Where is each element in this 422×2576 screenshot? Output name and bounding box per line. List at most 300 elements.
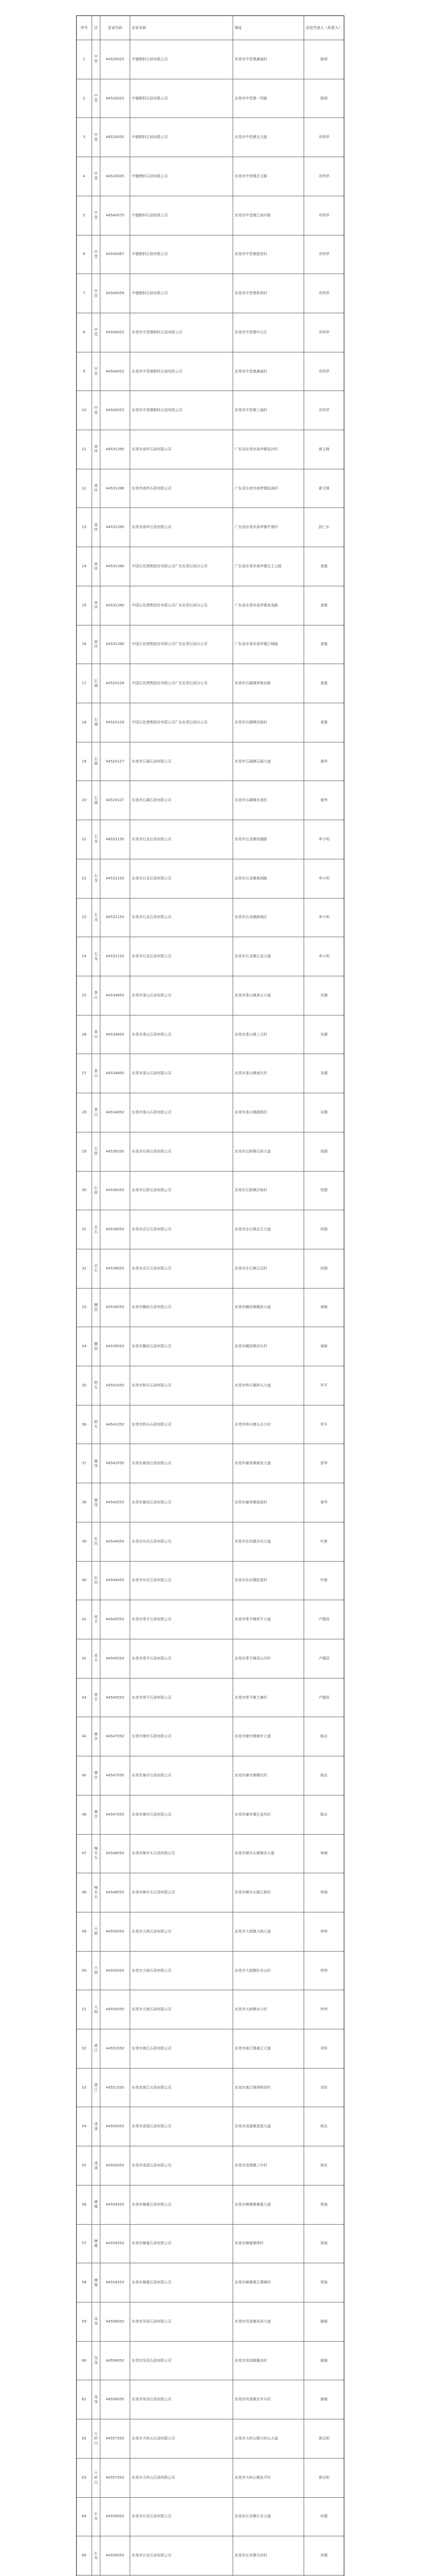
col-district: 凤岗 — [92, 2342, 100, 2380]
header-col-district: 区 — [92, 16, 100, 40]
col-company: 东莞市清溪石油有限公司 — [130, 2107, 233, 2146]
col-code: 44550050 — [100, 1952, 130, 1990]
col-code: 44540052 — [100, 313, 130, 352]
col-index: 28 — [77, 1093, 92, 1132]
col-address: 东莞市清溪镇三中村 — [233, 2146, 304, 2185]
col-address: 东莞市寮步镇石龙坑村 — [233, 1795, 304, 1834]
col-district: 石碣 — [92, 781, 100, 820]
col-district: 大朗 — [92, 1952, 100, 1990]
col-address: 东莞市长安镇乌沙村 — [233, 2536, 304, 2575]
col-district: 高埗 — [92, 547, 100, 586]
col-representative: 李小明 — [319, 837, 329, 841]
col-code: 44542550 — [100, 1483, 130, 1522]
col-representative: 陈志 — [320, 1734, 328, 1739]
col-district: 黄江 — [92, 2029, 100, 2068]
col-representative: 陈明 — [320, 57, 328, 61]
col-code: 44536550 — [100, 1172, 130, 1210]
col-index: 15 — [77, 586, 92, 625]
col-company: 东莞市长安石油有限公司 — [130, 2498, 233, 2536]
col-index: 36 — [77, 1405, 92, 1444]
col-district: 黄江 — [92, 2069, 100, 2107]
table-row — [77, 1951, 344, 1990]
col-company: 中德燃料石油有限公司 — [130, 196, 233, 235]
col-code: 44534850 — [100, 976, 130, 1015]
col-representative: 莫雅 — [320, 720, 328, 724]
col-representative: 吴德 — [320, 993, 328, 997]
col-index: 62 — [77, 2419, 92, 2458]
table-row — [77, 781, 344, 820]
col-code: 44545550 — [100, 1600, 130, 1639]
col-index: 47 — [77, 1835, 92, 1873]
col-code: 44531390 — [100, 586, 130, 625]
col-district: 石排 — [92, 1132, 100, 1171]
col-address: 东莞市茶山镇南社村 — [233, 1054, 304, 1093]
col-representative: 邓伟华 — [319, 330, 329, 334]
col-district: 石龙 — [92, 859, 100, 898]
col-address: 广东省东莞市高埗镇北王公路 — [233, 547, 304, 586]
col-index: 49 — [77, 1912, 92, 1951]
col-district: 横沥 — [92, 1289, 100, 1327]
table-row — [77, 1054, 344, 1093]
col-code: 44545550 — [100, 1639, 130, 1678]
col-representative: 周建 — [320, 1149, 328, 1154]
col-representative: 刘军 — [320, 2046, 328, 2050]
col-district: 高埗 — [92, 430, 100, 469]
col-address: 东莞市横沥镇横沥大道 — [233, 1289, 304, 1327]
col-company: 东莞市清溪石油有限公司 — [130, 2146, 233, 2185]
col-code: 44547050 — [100, 1795, 130, 1834]
col-company: 东莞市东坑石油有限公司 — [130, 1522, 233, 1561]
col-representative: 莫雅 — [320, 642, 328, 647]
col-index: 65 — [77, 2536, 92, 2575]
col-district: 东坑 — [92, 1562, 100, 1600]
col-code: 44534850 — [100, 1015, 130, 1054]
header-col-index: 序号 — [77, 16, 92, 40]
col-company: 东莞市横沥石油有限公司 — [130, 1327, 233, 1366]
col-code: 44554550 — [100, 2225, 130, 2263]
col-company: 东莞市大朗石油有限公司 — [130, 1990, 233, 2029]
col-representative: 黄文锋 — [319, 486, 329, 490]
col-representative: 李小明 — [319, 876, 329, 880]
col-index: 12 — [77, 469, 92, 508]
col-district: 中堂 — [92, 79, 100, 118]
table-row — [77, 1639, 344, 1678]
table-row — [77, 1561, 344, 1600]
col-address: 广东省东莞市高埗镇芦溪村 — [233, 508, 304, 547]
col-code: 44551550 — [100, 2069, 130, 2107]
col-index: 52 — [77, 2029, 92, 2068]
col-code: 44531390 — [100, 625, 130, 664]
table-row — [77, 1015, 344, 1054]
table-row — [77, 1990, 344, 2029]
col-code: 44520025 — [100, 40, 130, 79]
col-representative: 李小明 — [319, 915, 329, 920]
col-code: 44532150 — [100, 899, 130, 937]
col-index: 59 — [77, 2302, 92, 2341]
col-code: 44545550 — [100, 1679, 130, 1717]
col-index: 44 — [77, 1717, 92, 1756]
table-row — [77, 1171, 344, 1210]
col-company: 东莞市塘厦石油有限公司 — [130, 2225, 233, 2263]
col-address: 东莞市中堂镇槎滘村 — [233, 235, 304, 274]
col-index: 51 — [77, 1990, 92, 2029]
table-row — [77, 1873, 344, 1912]
col-index: 14 — [77, 547, 92, 586]
col-company: 东莞市常平石油有限公司 — [130, 1639, 233, 1678]
col-address: 东莞市石碣镇西南村 — [233, 703, 304, 742]
col-code: 44532150 — [100, 937, 130, 976]
col-index: 45 — [77, 1756, 92, 1795]
col-company: 中德燃料石油有限公司 — [130, 118, 233, 157]
col-representative: 林海 — [320, 1851, 328, 1856]
col-address: 东莞市黄江镇鸡啼岗村 — [233, 2069, 304, 2107]
col-index: 25 — [77, 976, 92, 1015]
col-index: 17 — [77, 664, 92, 703]
col-code: 44532150 — [100, 820, 130, 859]
col-company: 中国石化销售股份有限公司广东东莞石油分公司 — [130, 547, 233, 586]
col-representative: 卢建国 — [319, 1695, 329, 1700]
col-index: 33 — [77, 1289, 92, 1327]
col-representative: 吴德 — [320, 1071, 328, 1076]
col-district: 寮步 — [92, 1795, 100, 1834]
col-address: 东莞市中堂镇蕉利村 — [233, 274, 304, 313]
col-code: 44551550 — [100, 2029, 130, 2068]
header-col-address: 地址 — [233, 16, 304, 40]
table-row — [77, 625, 344, 664]
col-address: 东莞市樟木头镇樟洋大道 — [233, 1835, 304, 1873]
col-index: 3 — [77, 118, 92, 157]
table-row — [77, 1600, 344, 1639]
col-representative: 陈明 — [320, 96, 328, 100]
col-company: 东莞市黄江石油有限公司 — [130, 2029, 233, 2068]
col-representative: 邓伟华 — [319, 408, 329, 413]
col-company: 中德燃料石油有限公司 — [130, 274, 233, 313]
col-district: 石碣 — [92, 703, 100, 742]
col-company: 东莞市谢岗石油有限公司 — [130, 1483, 233, 1522]
col-company: 东莞市黄江石油有限公司 — [130, 2069, 233, 2107]
col-address: 东莞市寮步镇横坑村 — [233, 1756, 304, 1795]
col-code: 44547050 — [100, 1717, 130, 1756]
col-district: 中堂 — [92, 157, 100, 196]
col-district: 石龙 — [92, 820, 100, 859]
col-code: 44542550 — [100, 1444, 130, 1483]
col-code: 44531390 — [100, 508, 130, 547]
col-code: 44520128 — [100, 703, 130, 742]
col-code: 44538050 — [100, 1249, 130, 1288]
table-row — [77, 1912, 344, 1951]
col-company: 东莞市桥头石油有限公司 — [130, 1366, 233, 1405]
col-district: 大岭山 — [92, 2459, 100, 2497]
table-row — [77, 1288, 344, 1327]
col-address: 东莞市常平镇常平大道 — [233, 1600, 304, 1639]
col-address: 广东省东莞市高埗镇高龙路 — [233, 586, 304, 625]
col-code: 44540075 — [100, 196, 130, 235]
col-address: 东莞市中堂镇三涌村 — [233, 391, 304, 430]
col-district: 石碣 — [92, 664, 100, 703]
col-representative: 邓伟华 — [319, 174, 329, 178]
col-index: 42 — [77, 1639, 92, 1678]
col-district: 常平 — [92, 1679, 100, 1717]
col-representative: 黄伟 — [320, 798, 328, 803]
table-row — [77, 2068, 344, 2107]
col-code: 44520127 — [100, 781, 130, 820]
col-address: 东莞市黄江镇黄江大道 — [233, 2029, 304, 2068]
table-row — [77, 703, 344, 742]
col-company: 东莞市茶山石油有限公司 — [130, 1093, 233, 1132]
col-representative: 吴德 — [320, 1032, 328, 1037]
col-district: 中堂 — [92, 40, 100, 79]
col-district: 中堂 — [92, 196, 100, 235]
col-address: 东莞市常平镇土塘村 — [233, 1679, 304, 1717]
col-representative: 林海 — [320, 1890, 328, 1895]
col-company: 东莞市石龙石油有限公司 — [130, 859, 233, 898]
header-col-code: 企业代码 — [100, 16, 130, 40]
col-index: 23 — [77, 899, 92, 937]
table-row — [77, 352, 344, 391]
col-code: 44548550 — [100, 1835, 130, 1873]
col-representative: 谢强 — [320, 2397, 328, 2402]
col-address: 东莞市大岭山镇大岭山大道 — [233, 2419, 304, 2458]
table-row — [77, 2302, 344, 2341]
table-row — [77, 157, 344, 196]
col-district: 谢岗 — [92, 1483, 100, 1522]
col-representative: 曾华 — [320, 1461, 328, 1466]
col-district: 中堂 — [92, 235, 100, 274]
col-representative: 谢强 — [320, 2319, 328, 2324]
col-code: 44556050 — [100, 2302, 130, 2341]
col-district: 高埗 — [92, 586, 100, 625]
col-address: 东莞市石龙镇黄洲路 — [233, 859, 304, 898]
col-company: 中国石化销售股份有限公司广东东莞石油分公司 — [130, 703, 233, 742]
col-index: 54 — [77, 2107, 92, 2146]
col-address: 东莞市东坑镇东坑大道 — [233, 1522, 304, 1561]
table-row — [77, 2224, 344, 2263]
col-code: 44520127 — [100, 742, 130, 781]
col-district: 塘厦 — [92, 2225, 100, 2263]
col-address: 东莞市石碣镇水南村 — [233, 781, 304, 820]
table-row — [77, 2341, 344, 2380]
col-index: 55 — [77, 2146, 92, 2185]
col-district: 大朗 — [92, 1990, 100, 2029]
col-address: 东莞市谢岗镇谢岗大道 — [233, 1444, 304, 1483]
col-address: 东莞市中堂镇北王路 — [233, 118, 304, 157]
col-address: 东莞市樟木头镇石新村 — [233, 1873, 304, 1912]
col-address: 东莞市茶山镇超朗村 — [233, 1093, 304, 1132]
table-header-row — [77, 16, 344, 40]
col-code: 44538050 — [100, 1210, 130, 1249]
col-index: 19 — [77, 742, 92, 781]
table-row — [77, 1678, 344, 1717]
col-index: 58 — [77, 2263, 92, 2302]
col-representative: 陈志 — [320, 1773, 328, 1777]
col-company: 东莞市寮步石油有限公司 — [130, 1756, 233, 1795]
col-code: 44520128 — [100, 664, 130, 703]
col-company: 中国石化销售股份有限公司广东东莞石油分公司 — [130, 586, 233, 625]
col-representative: 何建 — [320, 2553, 328, 2558]
col-company: 东莞市大岭山石油有限公司 — [130, 2419, 233, 2458]
col-representative: 郑斌 — [320, 2202, 328, 2207]
col-representative: 邓伟华 — [319, 213, 329, 217]
col-representative: 叶新 — [320, 1539, 328, 1544]
col-code: 44539550 — [100, 1289, 130, 1327]
table-row — [77, 820, 344, 859]
col-district: 寮步 — [92, 1717, 100, 1756]
col-code: 44531395 — [100, 430, 130, 469]
col-district: 长安 — [92, 2498, 100, 2536]
col-index: 13 — [77, 508, 92, 547]
col-district: 企石 — [92, 1249, 100, 1288]
col-code: 44520025 — [100, 79, 130, 118]
col-company: 东莞市塘厦石油有限公司 — [130, 2185, 233, 2224]
col-address: 东莞市常平镇袁山贝村 — [233, 1639, 304, 1678]
col-code: 44550050 — [100, 1990, 130, 2029]
col-company: 东莞市大岭山石油有限公司 — [130, 2459, 233, 2497]
col-company: 东莞市石龙石油有限公司 — [130, 899, 233, 937]
col-address: 东莞市茶山镇茶山大道 — [233, 976, 304, 1015]
col-company: 东莞市凤岗石油有限公司 — [130, 2380, 233, 2419]
col-code: 44540059 — [100, 274, 130, 313]
col-district: 樟木头 — [92, 1873, 100, 1912]
col-address: 东莞市石龙镇石龙大道 — [233, 937, 304, 976]
col-code: 44559050 — [100, 2536, 130, 2575]
col-code: 44540052 — [100, 391, 130, 430]
col-code: 44534850 — [100, 1093, 130, 1132]
col-index: 32 — [77, 1249, 92, 1288]
col-representative: 郑斌 — [320, 2241, 328, 2246]
col-company: 东莞市茶山石油有限公司 — [130, 976, 233, 1015]
col-district: 中堂 — [92, 313, 100, 352]
col-code: 44557550 — [100, 2459, 130, 2497]
table-row — [77, 2536, 344, 2575]
col-code: 44553050 — [100, 2146, 130, 2185]
table-row — [77, 1444, 344, 1483]
col-code: 44520035 — [100, 118, 130, 157]
table-row — [77, 469, 344, 508]
table-row — [77, 1210, 344, 1249]
col-representative: 郑斌 — [320, 2280, 328, 2285]
col-representative: 黄文锋 — [319, 447, 329, 451]
col-code: 44554550 — [100, 2263, 130, 2302]
col-company: 东莞市凤岗石油有限公司 — [130, 2302, 233, 2341]
col-index: 53 — [77, 2069, 92, 2107]
table-row — [77, 1366, 344, 1405]
col-address: 东莞市大朗镇水口村 — [233, 1990, 304, 2029]
col-representative: 刘军 — [320, 2085, 328, 2090]
col-company: 中国石化销售股份有限公司广东东莞石油分公司 — [130, 664, 233, 703]
col-address: 东莞市横沥镇田头村 — [233, 1327, 304, 1366]
col-district: 塘厦 — [92, 2185, 100, 2224]
col-company: 东莞市寮步石油有限公司 — [130, 1717, 233, 1756]
col-district: 企石 — [92, 1210, 100, 1249]
col-code: 44540087 — [100, 235, 130, 274]
col-address: 东莞市清溪镇清溪大道 — [233, 2107, 304, 2146]
col-code: 44541050 — [100, 1366, 130, 1405]
col-index: 43 — [77, 1679, 92, 1717]
col-index: 37 — [77, 1444, 92, 1483]
col-address: 东莞市石碣镇崇焕东路 — [233, 664, 304, 703]
col-index: 46 — [77, 1795, 92, 1834]
col-address: 东莞市谢岗镇南面村 — [233, 1483, 304, 1522]
table-row — [77, 937, 344, 976]
station-table — [76, 15, 344, 2576]
col-code: 44553050 — [100, 2107, 130, 2146]
col-district: 高埗 — [92, 508, 100, 547]
col-representative: 黄伟 — [320, 759, 328, 764]
table-row — [77, 1717, 344, 1756]
col-company: 东莞市大朗石油有限公司 — [130, 1912, 233, 1951]
col-company: 东莞市石排石油有限公司 — [130, 1172, 233, 1210]
table-row — [77, 1834, 344, 1873]
table-row — [77, 196, 344, 235]
col-index: 5 — [77, 196, 92, 235]
col-company: 东莞市横沥石油有限公司 — [130, 1289, 233, 1327]
col-address: 广东省东莞市高埗镇低涌村 — [233, 469, 304, 508]
col-representative: 吴德 — [320, 1110, 328, 1114]
col-company: 东莞市长安石油有限公司 — [130, 2536, 233, 2575]
header-col-company: 企业名称 — [130, 16, 233, 40]
col-index: 38 — [77, 1483, 92, 1522]
col-district: 石龙 — [92, 899, 100, 937]
col-company: 东莞市企石石油有限公司 — [130, 1249, 233, 1288]
col-representative: 邓伟华 — [319, 369, 329, 374]
col-company: 东莞市茶山石油有限公司 — [130, 1015, 233, 1054]
col-company: 东莞市大朗石油有限公司 — [130, 1952, 233, 1990]
col-company: 东莞市高埗石油有限公司 — [130, 430, 233, 469]
col-address: 东莞市凤岗镇凤岗大道 — [233, 2302, 304, 2341]
col-representative: 曾华 — [320, 1500, 328, 1504]
col-representative: 杨光 — [320, 2163, 328, 2168]
col-index: 50 — [77, 1952, 92, 1990]
col-index: 16 — [77, 625, 92, 664]
col-district: 中堂 — [92, 391, 100, 430]
col-address: 东莞市东坑镇彭屋村 — [233, 1562, 304, 1600]
col-representative: 钟伟 — [320, 2007, 328, 2012]
col-district: 凤岗 — [92, 2302, 100, 2341]
table-row — [77, 1483, 344, 1522]
col-company: 东莞市寮步石油有限公司 — [130, 1795, 233, 1834]
col-district: 常平 — [92, 1600, 100, 1639]
col-code: 44539550 — [100, 1327, 130, 1366]
col-code: 44544050 — [100, 1562, 130, 1600]
col-index: 22 — [77, 859, 92, 898]
col-address: 东莞市中堂镇中心区 — [233, 313, 304, 352]
col-district: 塘厦 — [92, 2263, 100, 2302]
table-body — [77, 16, 344, 2576]
col-district: 桥头 — [92, 1405, 100, 1444]
table-row — [77, 1249, 344, 1288]
col-code: 44532150 — [100, 859, 130, 898]
col-index: 29 — [77, 1132, 92, 1171]
col-address: 东莞市茶山镇上元村 — [233, 1015, 304, 1054]
table-row — [77, 79, 344, 118]
table-row — [77, 2263, 344, 2302]
col-index: 7 — [77, 274, 92, 313]
table-row — [77, 2185, 344, 2224]
col-company: 东莞市塘厦石油有限公司 — [130, 2263, 233, 2302]
col-district: 高埗 — [92, 625, 100, 664]
col-code: 44547050 — [100, 1756, 130, 1795]
table-row — [77, 1405, 344, 1444]
col-company: 东莞市中堂镇燃料石油有限公司 — [130, 391, 233, 430]
col-index: 60 — [77, 2342, 92, 2380]
col-representative: 卢建国 — [319, 1656, 329, 1660]
col-address: 东莞市大岭山镇连平村 — [233, 2459, 304, 2497]
table-row — [77, 1756, 344, 1795]
col-district: 石排 — [92, 1172, 100, 1210]
col-company: 中国石化销售股份有限公司广东东莞石油分公司 — [130, 625, 233, 664]
col-representative: 邓伟华 — [319, 291, 329, 296]
table-row — [77, 859, 344, 898]
